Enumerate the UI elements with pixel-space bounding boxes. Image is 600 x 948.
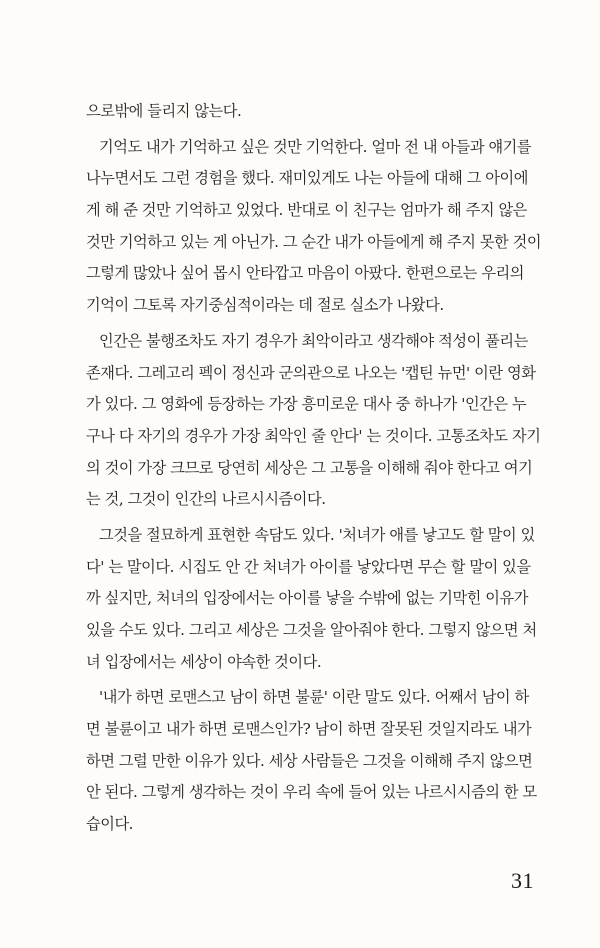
text-line: 안 된다. 그렇게 생각하는 것이 우리 속에 들어 있는 나르시시즘의 한 모 — [86, 783, 537, 802]
body-text — [86, 96, 542, 841]
text-line: 는 것, 그것이 인간의 나르시시즘이다. — [86, 490, 326, 509]
text-line: '내가 하면 로맨스고 남이 하면 불륜' 이란 말도 있다. 어째서 남이 하 — [99, 688, 529, 707]
text-line: 존재다. 그레고리 펙이 정신과 군의관으로 나오는 '캡틴 뉴먼' 이란 영화 — [86, 363, 536, 382]
text-line: 기억도 내가 기억하고 싶은 것만 기억한다. 얼마 전 내 아들과 얘기를 — [99, 137, 532, 156]
text-line: 의 것이 가장 크므로 당연히 세상은 그 고통을 이해해 줘야 한다고 여기 — [86, 458, 533, 477]
page-number: 31 — [511, 868, 534, 893]
text-line: 것만 기억하고 있는 게 아닌가. 그 순간 내가 아들에게 해 주지 못한 것이 — [86, 232, 542, 251]
text-line: 으로밖에 들리지 않는다. — [86, 102, 242, 120]
text-line: 기억이 그토록 자기중심적이라는 데 절로 실소가 나왔다. — [86, 296, 444, 315]
text-line: 구나 다 자기의 경우가 가장 최악인 줄 안다' 는 것이다. 고통조차도 자기 — [86, 426, 541, 445]
text-line: 나누면서도 그런 경험을 했다. 재미있게도 나는 아들에 대해 그 아이에 — [86, 169, 528, 188]
text-line: 그것을 절묘하게 표현한 속담도 있다. '처녀가 애를 낳고도 할 말이 있 — [99, 525, 535, 544]
text-line: 다' 는 말이다. 시집도 안 간 처녀가 아이를 낳았다면 무슨 할 말이 있을 — [86, 557, 531, 576]
text-line: 습이다. — [86, 815, 134, 834]
text-line: 녀 입장에서는 세상이 야속한 것이다. — [86, 652, 322, 671]
text-line: 그렇게 많았나 싶어 몹시 안타깝고 마음이 아팠다. 한편으로는 우리의 — [86, 264, 524, 283]
text-line: 가 있다. 그 영화에 등장하는 가장 흥미로운 대사 중 하나가 '인간은 누 — [86, 395, 527, 414]
text-line: 까 싶지만, 처녀의 입장에서는 아이를 낳을 수밖에 없는 기막힌 이유가 — [86, 589, 528, 608]
text-line: 있을 수도 있다. 그리고 세상은 그것을 알아줘야 한다. 그렇지 않으면 처 — [86, 621, 537, 639]
text-line: 인간은 불행조차도 자기 경우가 최악이라고 생각해야 적성이 풀리는 — [99, 331, 528, 350]
text-line: 하면 그럴 만한 이유가 있다. 세상 사람들은 그것을 이해해 주지 않으면 — [86, 751, 533, 770]
text-line: 면 불륜이고 내가 하면 로맨스인가? 남이 하면 잘못된 것일지라도 내가 — [86, 720, 532, 739]
text-line: 게 해 준 것만 기억하고 있었다. 반대로 이 친구는 엄마가 해 주지 않은 — [86, 201, 527, 220]
